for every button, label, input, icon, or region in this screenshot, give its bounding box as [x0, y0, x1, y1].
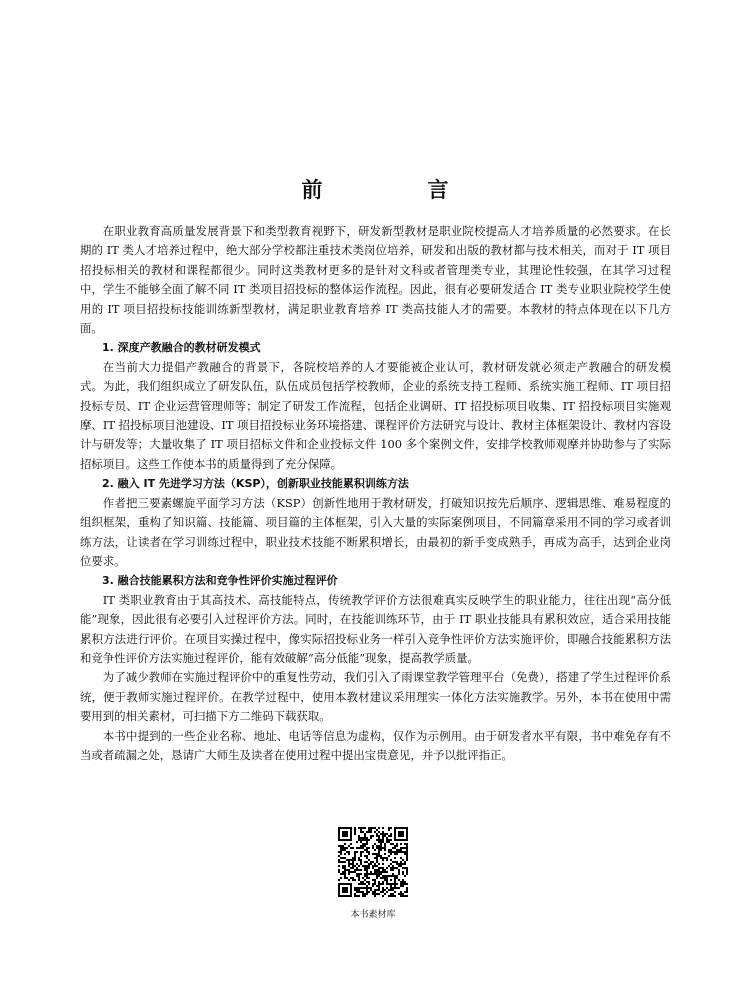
section-paragraph-3: IT 类职业教育由于其高技术、高技能特点，传统教学评价方法很难真实反映学生的职业能力，往往出现“高分低能”现象，因此很有必要引入过程评价方法。同时，在技能训练环节，由于 IT 职业技能具有累积效应，适合采用技能累积方法进行评价。在项目实操过程中，像实际招投标业务一样引入竞争性评价方法实施评价，即融合技能累积方法和竞争性评价方法实施过程评价，能有效破解“高分低能”现象，提高教学质量。	[80, 592, 671, 665]
section-paragraph-1: 在当前大力提倡产教融合的背景下，各院校培养的人才要能被企业认可，教材研发就必须走产教融合的研发模式。为此，我们组织成立了研发队伍，队伍成员包括学校教师，企业的系统支持工程师、系统实施工程师、IT 项目招投标专员、IT 企业运营管理师等；制定了研发工作流程，包括企业调研、IT 招投标项目收集、IT 招投标项目实施观摩、IT 招投标项目池建设、IT 项目招投标业务环境搭建、课程评价方法研究与设计、教材主体框架设计、教材内容设计与研发等；大量收集了 IT 项目招标文件和企业投标文件 100 多个案例文件，安排学校教师观摩并协助参与了实际招标项目。这些工作使本书的质量得到了充分保障。	[80, 359, 671, 471]
qr-code-icon[interactable]	[338, 827, 408, 897]
qr-caption: 本书素材库	[350, 910, 396, 920]
preface-body	[80, 222, 671, 765]
section-heading-3: 3. 融合技能累积方法和竞争性评价实施过程评价	[102, 574, 338, 588]
section-heading-1: 1. 深度产教融合的教材研发模式	[102, 341, 261, 355]
teaching-paragraph: 为了减少教师在实施过程评价中的重复性劳动，我们引入了雨课堂教学管理平台（免费），搭建了学生过程评价系统，便于教师实施过程评价。在教学过程中，使用本教材建议采用理实一体化方法实施教学。另外，本书在使用中需要用到的相关素材，可扫描下方二维码下载获取。	[80, 670, 671, 724]
page-title: 前 言	[301, 178, 491, 202]
section-paragraph-2: 作者把三要素螺旋平面学习方法（KSP）创新性地用于教材研发，打破知识按先后顺序、逻辑思维、难易程度的组织框架，重构了知识篇、技能篇、项目篇的主体框架，引入大量的实际案例项目，不同篇章采用不同的学习或者训练方法，让读者在学习训练过程中，职业技术技能不断累积增长，由最初的新手变成熟手，再成为高手，达到企业岗位要求。	[80, 495, 671, 568]
intro-paragraph: 在职业教育高质量发展背景下和类型教育视野下，研发新型教材是职业院校提高人才培养质量的必然要求。在长期的 IT 类人才培养过程中，绝大部分学校都注重技术类岗位培养，研发和出版的教材都与技术相关，而对于 IT 项目招投标相关的教材和课程都很少。同时这类教材更多的是针对文科或者管理类专业，其理论性较强，在其学习过程中，学生不能够全面了解不同 IT 类项目招投标的整体运作流程。因此，很有必要研发适合 IT 类专业职业院校学生使用的 IT 项目招投标技能训练新型教材，满足职业教育培养 IT 类高技能人才的需要。本教材的特点体现在以下几方面。	[80, 224, 671, 336]
closing-paragraph: 本书中提到的一些企业名称、地址、电话等信息为虚构，仅作为示例用。由于研发者水平有限，书中难免存有不当或者疏漏之处，恳请广大师生及读者在使用过程中提出宝贵意见，并予以批评指正。	[80, 728, 671, 762]
section-heading-2: 2. 融入 IT 先进学习方法（KSP），创新职业技能累积训练方法	[102, 477, 409, 491]
